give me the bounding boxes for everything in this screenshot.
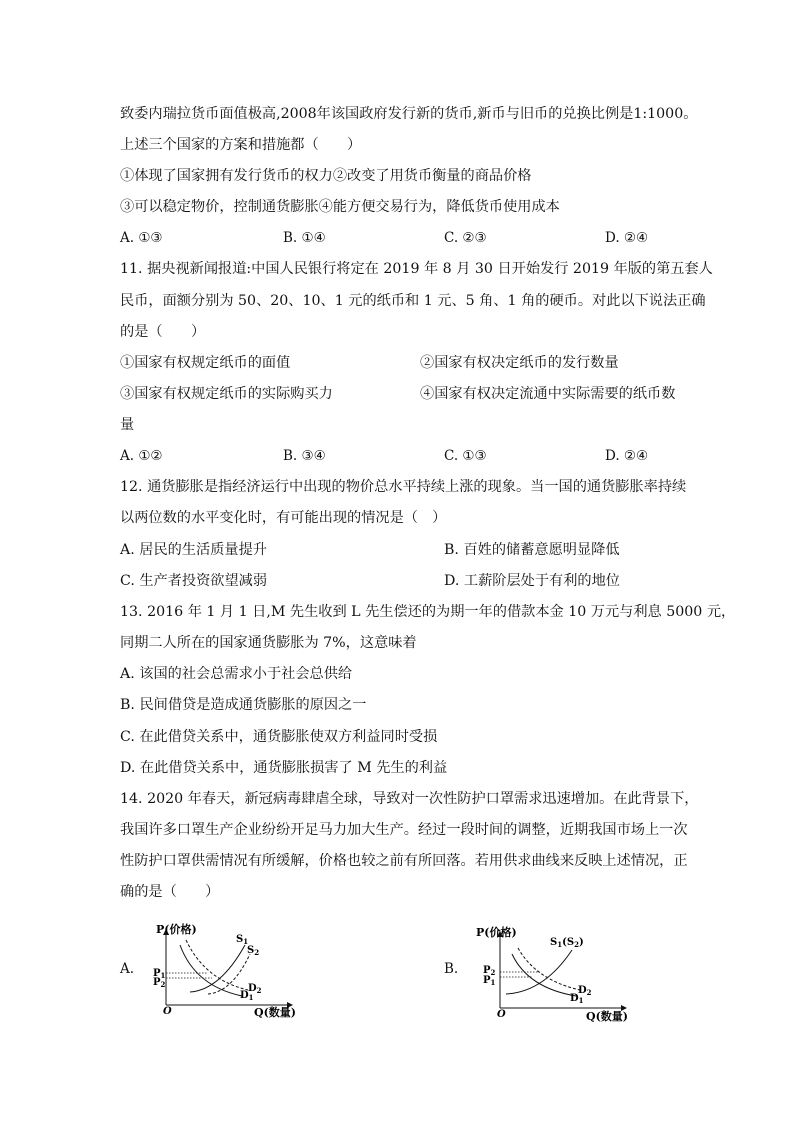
q11-statement-3: ③国家有权规定纸币的实际购买力 <box>120 386 333 402</box>
graph-b-supply-demand <box>472 922 642 1024</box>
graph-a-s1-curve <box>190 945 245 992</box>
q13-option-d: D. 在此借贷关系中，通货膨胀损害了 M 先生的利益 <box>120 760 448 776</box>
graph-b-option-label: B. <box>444 961 459 977</box>
q11-option-c: C. ①③ <box>444 448 487 464</box>
q12-option-d: D. 工薪阶层处于有利的地位 <box>444 573 620 589</box>
graph-a-s1-label: $S_1$ <box>236 934 249 946</box>
graph-a-origin: O <box>163 1006 172 1017</box>
q11-statement-1: ①国家有权规定纸币的面值 <box>120 355 291 371</box>
graph-a-option-label: A. <box>120 961 135 977</box>
q11-option-b: B. ③④ <box>283 448 326 464</box>
q14-line-1: 14. 2020 年春天，新冠病毒肆虐全球，导致对一次性防护口罩需求迅速增加。在此背景下， <box>120 791 699 807</box>
intro-option-b: B. ①④ <box>283 230 326 246</box>
q13-option-c: C. 在此借贷关系中，通货膨胀使双方利益同时受损 <box>120 729 438 745</box>
q11-option-a: A. ①② <box>120 448 163 464</box>
q14-line-4: 确的是（ ） <box>120 884 220 900</box>
intro-line-2: 上述三个国家的方案和措施都（ ） <box>120 137 362 153</box>
q11-line-1: 11. 据央视新闻报道:中国人民银行将定在 2019 年 8 月 30 日开始发行 2019 年版的第五套人 <box>120 261 713 277</box>
q13-line-1: 13. 2016 年 1 月 1 日,M 先生收到 L 先生偿还的为期一年的借款本金 10 万元与利息 5000 元， <box>120 604 736 620</box>
graph-a-p2-label: $P_2$ <box>153 977 166 989</box>
q11-statement-4-wrap: 量 <box>120 417 135 433</box>
intro-statement-1: ①体现了国家拥有发行货币的权力②改变了用货币衡量的商品价格 <box>120 168 532 184</box>
graph-a-d2-curve <box>186 940 248 990</box>
q13-option-b: B. 民间借贷是造成通货膨胀的原因之一 <box>120 697 367 713</box>
q12-line-2: 以两位数的水平变化时，有可能出现的情况是（ ） <box>120 510 447 526</box>
graph-a-d1-curve <box>180 945 242 996</box>
q12-option-c: C. 生产者投资欲望减弱 <box>120 573 268 589</box>
q11-line-2: 民币，面额分别为 50、20、10、1 元的纸币和 1 元、5 角、1 角的硬币。对此以下说法正确 <box>120 293 706 309</box>
q12-option-b: B. 百姓的储蓄意愿明显降低 <box>444 542 620 558</box>
q11-statement-2: ②国家有权决定纸币的发行数量 <box>420 355 619 371</box>
q12-line-1: 12. 通货膨胀是指经济运行中出现的物价总水平持续上涨的现象。当一国的通货膨胀率持续 <box>120 479 687 495</box>
graph-b-p2-label: $P_2$ <box>483 965 496 977</box>
q14-line-2: 我国许多口罩生产企业纷纷开足马力加大生产。经过一段时间的调整，近期我国市场上一次 <box>120 822 688 838</box>
q11-statement-4: ④国家有权决定流通中实际需要的纸币数 <box>420 386 676 402</box>
graph-a-y-label: P(价格) <box>156 923 197 936</box>
graph-a-d2-label: $D_2$ <box>248 983 262 995</box>
q13-line-2: 同期二人所在的国家通货膨胀为 7%，这意味着 <box>120 635 417 651</box>
intro-option-a: A. ①③ <box>120 230 163 246</box>
intro-line-1: 致委内瑞拉货币面值极高,2008年该国政府发行新的货币,新币与旧币的兑换比例是1:1000。 <box>120 106 698 122</box>
graph-b-supply-label: $S_1(S_2)$ <box>550 937 584 949</box>
graph-a-p1-label: $P_1$ <box>153 968 166 980</box>
graph-a-d1-label: $D_1$ <box>240 990 254 1002</box>
q12-option-a: A. 居民的生活质量提升 <box>120 542 267 558</box>
graph-b-d1-label: $D_1$ <box>570 993 584 1005</box>
graph-b-d2-label: $D_2$ <box>578 985 592 997</box>
intro-option-d: D. ②④ <box>605 230 649 246</box>
graph-a-s2-curve <box>208 954 250 994</box>
q13-option-a: A. 该国的社会总需求小于社会总供给 <box>120 666 353 682</box>
intro-statement-2: ③可以稳定物价，控制通货膨胀④能方便交易行为，降低货币使用成本 <box>120 199 560 215</box>
graph-b-d2-curve <box>518 948 580 990</box>
graph-b-origin: O <box>497 1009 506 1020</box>
q11-line-3: 的是（ ） <box>120 324 206 340</box>
graph-a-s2-label: $S_2$ <box>247 945 260 957</box>
graph-a-x-label: Q(数量) <box>254 1006 296 1019</box>
q14-line-3: 性防护口罩供需情况有所缓解，价格也较之前有所回落。若用供求曲线来反映上述情况，正 <box>120 853 688 869</box>
graph-b-y-label: P(价格) <box>476 926 517 939</box>
q11-option-d: D. ②④ <box>605 448 649 464</box>
intro-option-c: C. ②③ <box>444 230 487 246</box>
graph-b-p1-label: $P_1$ <box>483 975 496 987</box>
graph-b-x-label: Q(数量) <box>586 1010 628 1023</box>
graph-a-supply-demand <box>150 920 310 1020</box>
